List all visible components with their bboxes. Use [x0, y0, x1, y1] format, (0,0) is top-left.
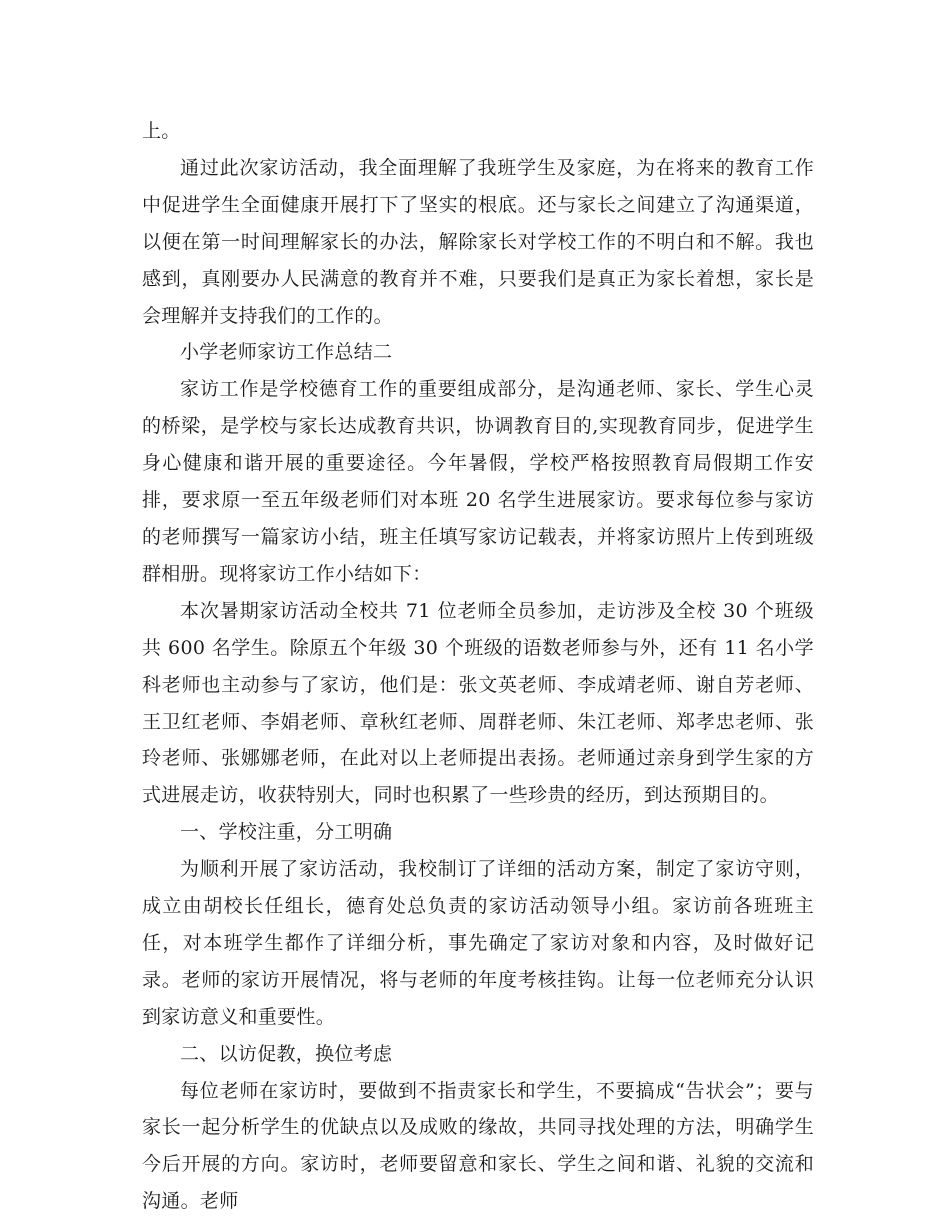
section-title-summary-two: 小学老师家访工作总结二 [180, 341, 393, 364]
paragraph-organization: 为顺利开展了家访活动，我校制订了详细的活动方案，制定了家访守则，成立由胡校长任组长，德育处总负责的家访活动领导小组。家访前各班班主任，对本班学生都作了详细分析，事先确定了家访对象和内容，及时做好记录。老师的家访开展情况，将与老师的年度考核挂钩。让每一位老师充分认识到家访意义和重要性。 [142, 858, 814, 1028]
paragraph-visit-guidelines: 每位老师在家访时，要做到不指责家长和学生，不要搞成“告状会”；要与家长一起分析学生的优缺点以及成败的缘故，共同寻找处理的方法，明确学生今后开展的方向。家访时，老师要留意和家长、学生之间和谐、礼貌的交流和沟通。老师 [142, 1079, 814, 1213]
document-body [142, 113, 814, 1220]
paragraph-home-visit-reflection: 通过此次家访活动，我全面理解了我班学生及家庭，为在将来的教育工作中促进学生全面健康开展打下了坚实的根底。还与家长之间建立了沟通渠道，以便在第一时间理解家长的办法，解除家长对学校工作的不明白和不解。我也感到，真刚要办人民满意的教育并不难，只要我们是真正为家长着想，家长是会理解并支持我们的工作的。 [142, 156, 814, 327]
heading-school-emphasis: 一、学校注重，分工明确 [180, 821, 393, 844]
paragraph-home-visit-importance: 家访工作是学校德育工作的重要组成部分，是沟通老师、家长、学生心灵的桥梁，是学校与家长达成教育共识，协调教育目的,实现教育同步，促进学生身心健康和谐开展的重要途径。今年暑假，学校严格按照教育局假期工作安排，要求原一至五年级老师们对本班 20 名学生进展家访。要求每位参与家访的老师撰写一篇家访小结，班主任填写家访记载表，并将家访照片上传到班级群相册。现将家访工作小结如下： [142, 378, 814, 585]
paragraph-continuation: 上。 [142, 120, 181, 142]
paragraph-participation: 本次暑期家访活动全校共 71 位老师全员参加，走访涉及全校 30 个班级共 600 名学生。除原五个年级 30 个班级的语数老师参与外，还有 11 名小学科老师也主动参与了家访，他们是：张文英老师、李成靖老师、谢自芳老师、王卫红老师、李娟老师、章秋红老师、周群老师、朱江老师、郑孝忠老师、张玲老师、张娜娜老师，在此对以上老师提出表扬。老师通过亲身到学生家的方式进展走访，收获特别大，同时也积累了一些珍贵的经历，到达预期目的。 [142, 599, 814, 807]
heading-visit-promotes-teaching: 二、以访促教，换位考虑 [180, 1042, 393, 1065]
